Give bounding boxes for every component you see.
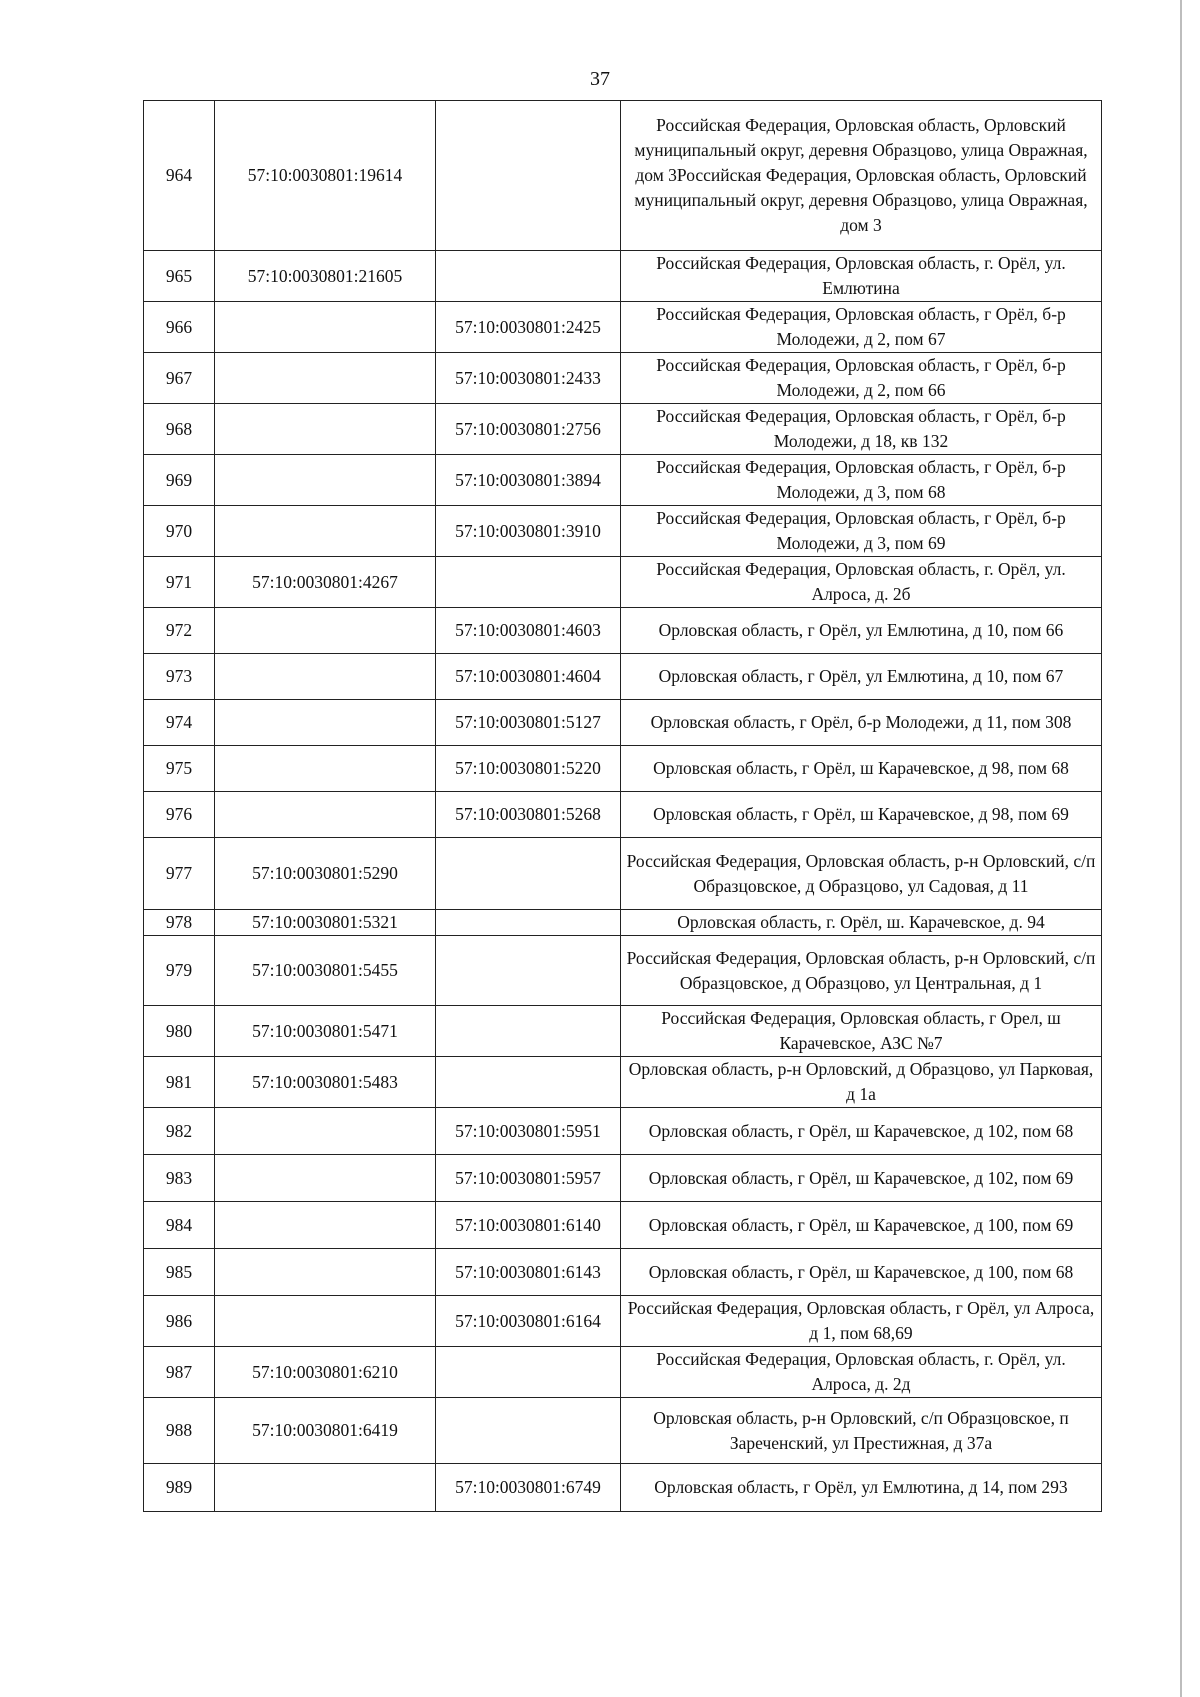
address-cell: Орловская область, г Орёл, ш Карачевское, д 98, пом 68 xyxy=(621,746,1102,792)
table-row xyxy=(144,455,1102,506)
cadastral-number-cell xyxy=(215,608,436,654)
cadastral-number-cell xyxy=(215,1249,436,1296)
cadastral-number-cell: 57:10:0030801:6419 xyxy=(215,1398,436,1464)
address-cell: Орловская область, г Орёл, ш Карачевское, д 102, пом 68 xyxy=(621,1108,1102,1155)
scan-edge-line xyxy=(1180,0,1182,1697)
table-row xyxy=(144,936,1102,1006)
row-number-cell: 986 xyxy=(144,1296,215,1347)
cadastral-number-cell xyxy=(215,1296,436,1347)
address-cell: Орловская область, г Орёл, ш Карачевское, д 98, пом 69 xyxy=(621,792,1102,838)
cadastral-number-cell xyxy=(215,302,436,353)
address-cell: Российская Федерация, Орловская область, г Орёл, ул Алроса, д 1, пом 68,69 xyxy=(621,1296,1102,1347)
address-cell: Российская Федерация, Орловская область, Орловский муниципальный округ, деревня Образцово, улица Овражная, дом 3Российская Федерация, Орловская область, Орловский муниципальный округ, деревня Образцово, улица Овражная, дом 3 xyxy=(621,101,1102,251)
row-number-cell: 981 xyxy=(144,1057,215,1108)
cadastral-number-cell: 57:10:0030801:6210 xyxy=(215,1347,436,1398)
premises-cadastral-number-cell: 57:10:0030801:5127 xyxy=(436,700,621,746)
row-number-cell: 976 xyxy=(144,792,215,838)
table-row xyxy=(144,251,1102,302)
table-row xyxy=(144,608,1102,654)
premises-cadastral-number-cell xyxy=(436,936,621,1006)
table-row xyxy=(144,1155,1102,1202)
premises-cadastral-number-cell: 57:10:0030801:6143 xyxy=(436,1249,621,1296)
premises-cadastral-number-cell xyxy=(436,910,621,936)
table-row xyxy=(144,654,1102,700)
premises-cadastral-number-cell xyxy=(436,557,621,608)
table-row xyxy=(144,404,1102,455)
row-number-cell: 989 xyxy=(144,1464,215,1512)
premises-cadastral-number-cell xyxy=(436,1006,621,1057)
table-row xyxy=(144,746,1102,792)
premises-cadastral-number-cell xyxy=(436,1398,621,1464)
premises-cadastral-number-cell xyxy=(436,838,621,910)
cadastral-number-cell: 57:10:0030801:5321 xyxy=(215,910,436,936)
address-cell: Орловская область, р-н Орловский, с/п Образцовское, п Зареченский, ул Престижная, д 37а xyxy=(621,1398,1102,1464)
address-cell: Российская Федерация, Орловская область, г. Орёл, ул. Алроса, д. 2д xyxy=(621,1347,1102,1398)
address-cell: Российская Федерация, Орловская область, г Орёл, б-р Молодежи, д 3, пом 69 xyxy=(621,506,1102,557)
premises-cadastral-number-cell: 57:10:0030801:4603 xyxy=(436,608,621,654)
address-cell: Орловская область, р-н Орловский, д Образцово, ул Парковая, д 1а xyxy=(621,1057,1102,1108)
row-number-cell: 973 xyxy=(144,654,215,700)
address-cell: Российская Федерация, Орловская область, г Орёл, б-р Молодежи, д 18, кв 132 xyxy=(621,404,1102,455)
address-cell: Российская Федерация, Орловская область, р-н Орловский, с/п Образцовское, д Образцово, ул Центральная, д 1 xyxy=(621,936,1102,1006)
cadastral-number-cell xyxy=(215,455,436,506)
row-number-cell: 979 xyxy=(144,936,215,1006)
row-number-cell: 978 xyxy=(144,910,215,936)
cadastral-number-cell xyxy=(215,654,436,700)
row-number-cell: 968 xyxy=(144,404,215,455)
address-cell: Орловская область, г Орёл, ул Емлютина, д 10, пом 67 xyxy=(621,654,1102,700)
premises-cadastral-number-cell: 57:10:0030801:6749 xyxy=(436,1464,621,1512)
page-number: 37 xyxy=(590,68,610,90)
cadastral-number-cell xyxy=(215,1108,436,1155)
table-row xyxy=(144,1398,1102,1464)
address-cell: Российская Федерация, Орловская область, р-н Орловский, с/п Образцовское, д Образцово, ул Садовая, д 11 xyxy=(621,838,1102,910)
cadastral-number-cell: 57:10:0030801:4267 xyxy=(215,557,436,608)
table-row xyxy=(144,1249,1102,1296)
table-row xyxy=(144,700,1102,746)
address-cell: Орловская область, г Орёл, ш Карачевское, д 102, пом 69 xyxy=(621,1155,1102,1202)
row-number-cell: 980 xyxy=(144,1006,215,1057)
address-cell: Российская Федерация, Орловская область, г. Орёл, ул. Емлютина xyxy=(621,251,1102,302)
row-number-cell: 971 xyxy=(144,557,215,608)
table-row xyxy=(144,353,1102,404)
premises-cadastral-number-cell xyxy=(436,251,621,302)
address-cell: Российская Федерация, Орловская область, г. Орёл, ул. Алроса, д. 2б xyxy=(621,557,1102,608)
cadastral-number-cell xyxy=(215,404,436,455)
row-number-cell: 964 xyxy=(144,101,215,251)
row-number-cell: 967 xyxy=(144,353,215,404)
row-number-cell: 984 xyxy=(144,1202,215,1249)
address-cell: Орловская область, г Орёл, ул Емлютина, д 10, пом 66 xyxy=(621,608,1102,654)
address-cell: Орловская область, г Орёл, б-р Молодежи, д 11, пом 308 xyxy=(621,700,1102,746)
address-cell: Российская Федерация, Орловская область, г Орёл, б-р Молодежи, д 2, пом 67 xyxy=(621,302,1102,353)
premises-cadastral-number-cell: 57:10:0030801:3894 xyxy=(436,455,621,506)
table-row xyxy=(144,1108,1102,1155)
premises-cadastral-number-cell: 57:10:0030801:5951 xyxy=(436,1108,621,1155)
row-number-cell: 966 xyxy=(144,302,215,353)
table-row xyxy=(144,838,1102,910)
row-number-cell: 982 xyxy=(144,1108,215,1155)
table-row xyxy=(144,1464,1102,1512)
premises-cadastral-number-cell: 57:10:0030801:6164 xyxy=(436,1296,621,1347)
row-number-cell: 977 xyxy=(144,838,215,910)
cadastral-number-cell: 57:10:0030801:21605 xyxy=(215,251,436,302)
premises-cadastral-number-cell: 57:10:0030801:6140 xyxy=(436,1202,621,1249)
registry-table xyxy=(143,100,1102,1512)
row-number-cell: 969 xyxy=(144,455,215,506)
address-cell: Орловская область, г. Орёл, ш. Карачевское, д. 94 xyxy=(621,910,1102,936)
premises-cadastral-number-cell: 57:10:0030801:2425 xyxy=(436,302,621,353)
cadastral-number-cell xyxy=(215,746,436,792)
cadastral-number-cell: 57:10:0030801:5471 xyxy=(215,1006,436,1057)
table-row xyxy=(144,910,1102,936)
address-cell: Российская Федерация, Орловская область, г Орёл, б-р Молодежи, д 2, пом 66 xyxy=(621,353,1102,404)
address-cell: Орловская область, г Орёл, ш Карачевское, д 100, пом 69 xyxy=(621,1202,1102,1249)
premises-cadastral-number-cell: 57:10:0030801:4604 xyxy=(436,654,621,700)
row-number-cell: 974 xyxy=(144,700,215,746)
cadastral-number-cell: 57:10:0030801:5483 xyxy=(215,1057,436,1108)
row-number-cell: 975 xyxy=(144,746,215,792)
cadastral-number-cell: 57:10:0030801:19614 xyxy=(215,101,436,251)
address-cell: Российская Федерация, Орловская область, г Орёл, б-р Молодежи, д 3, пом 68 xyxy=(621,455,1102,506)
row-number-cell: 988 xyxy=(144,1398,215,1464)
table-row xyxy=(144,506,1102,557)
cadastral-number-cell xyxy=(215,1155,436,1202)
premises-cadastral-number-cell xyxy=(436,1057,621,1108)
cadastral-number-cell: 57:10:0030801:5455 xyxy=(215,936,436,1006)
table-row xyxy=(144,792,1102,838)
cadastral-number-cell xyxy=(215,1202,436,1249)
premises-cadastral-number-cell xyxy=(436,1347,621,1398)
address-cell: Орловская область, г Орёл, ш Карачевское, д 100, пом 68 xyxy=(621,1249,1102,1296)
table-row xyxy=(144,302,1102,353)
table-row xyxy=(144,1006,1102,1057)
table-row xyxy=(144,1057,1102,1108)
cadastral-number-cell: 57:10:0030801:5290 xyxy=(215,838,436,910)
premises-cadastral-number-cell: 57:10:0030801:3910 xyxy=(436,506,621,557)
premises-cadastral-number-cell: 57:10:0030801:2756 xyxy=(436,404,621,455)
cadastral-number-cell xyxy=(215,506,436,557)
row-number-cell: 987 xyxy=(144,1347,215,1398)
cadastral-number-cell xyxy=(215,353,436,404)
premises-cadastral-number-cell xyxy=(436,101,621,251)
cadastral-number-cell xyxy=(215,1464,436,1512)
address-cell: Российская Федерация, Орловская область, г Орел, ш Карачевское, АЗС №7 xyxy=(621,1006,1102,1057)
cadastral-number-cell xyxy=(215,700,436,746)
table-row xyxy=(144,1202,1102,1249)
table-row xyxy=(144,557,1102,608)
row-number-cell: 983 xyxy=(144,1155,215,1202)
address-cell: Орловская область, г Орёл, ул Емлютина, д 14, пом 293 xyxy=(621,1464,1102,1512)
premises-cadastral-number-cell: 57:10:0030801:5268 xyxy=(436,792,621,838)
premises-cadastral-number-cell: 57:10:0030801:2433 xyxy=(436,353,621,404)
premises-cadastral-number-cell: 57:10:0030801:5957 xyxy=(436,1155,621,1202)
row-number-cell: 985 xyxy=(144,1249,215,1296)
premises-cadastral-number-cell: 57:10:0030801:5220 xyxy=(436,746,621,792)
table-row xyxy=(144,101,1102,251)
row-number-cell: 965 xyxy=(144,251,215,302)
cadastral-number-cell xyxy=(215,792,436,838)
registry-table-body xyxy=(144,101,1102,1512)
table-row xyxy=(144,1347,1102,1398)
row-number-cell: 970 xyxy=(144,506,215,557)
table-row xyxy=(144,1296,1102,1347)
row-number-cell: 972 xyxy=(144,608,215,654)
